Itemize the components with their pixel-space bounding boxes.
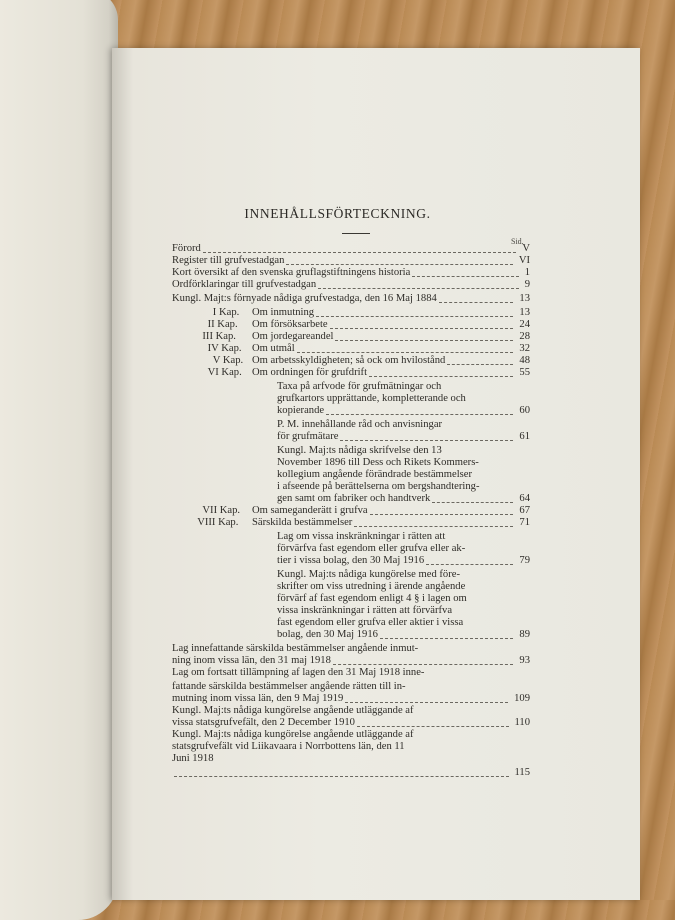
toc-entry <box>182 516 530 529</box>
entry-title: Juni 1918 <box>172 753 214 764</box>
chapter-number: VIII Kap. <box>197 517 239 528</box>
leader-dots <box>432 501 513 503</box>
toc-entry <box>277 628 530 641</box>
page-title: INNEHÅLLSFÖRTECKNING. <box>244 206 431 221</box>
entry-title: November 1896 till Dess och Rikets Kommers- <box>277 457 479 468</box>
page-number: 89 <box>519 629 530 640</box>
chapter-number: III Kap. <box>202 331 236 342</box>
entry-title: Kungl. Maj:ts nådiga kungörelse angående utläggande af <box>172 729 414 740</box>
chapter-number: V Kap. <box>212 355 244 366</box>
entry-title: Lag om fortsatt tillämpning af lagen den 31 Maj 1918 inne- <box>172 667 425 678</box>
entry-title: Ordförklaringar till grufvestadgan <box>172 279 317 290</box>
page-number: 13 <box>519 307 530 318</box>
leader-dots <box>335 339 513 341</box>
leader-dots <box>439 301 514 303</box>
toc-entry <box>277 404 530 417</box>
page-number: 110 <box>514 717 530 728</box>
leader-dots <box>370 513 514 515</box>
entry-title: Om arbetsskyldigheten; så ock om hvilostånd <box>252 355 446 366</box>
leader-dots <box>345 701 508 703</box>
entry-title: Taxa på arfvode för grufmätningar och <box>277 381 442 392</box>
page-number: 109 <box>514 693 530 704</box>
leader-dots <box>326 413 513 415</box>
entry-title: tier i vissa bolag, den 30 Maj 1916 <box>277 555 425 566</box>
entry-title: Register till grufvestadgan <box>172 255 285 266</box>
leader-dots <box>426 563 513 565</box>
entry-title: i afseende på berättelserna om bergshandtering- <box>277 481 480 492</box>
leader-dots <box>447 363 513 365</box>
entry-title: kollegium angående förändrade bestämmelser <box>277 469 473 480</box>
entry-title: bolag, den 30 Maj 1916 <box>277 629 378 640</box>
toc-entry <box>182 366 530 379</box>
entry-title: Om sameganderätt i grufva <box>252 505 368 516</box>
page-number: 24 <box>519 319 530 330</box>
toc-entry <box>277 430 530 443</box>
page-number: 28 <box>519 331 530 342</box>
entry-title: Lag innefattande särskilda bestämmelser angående inmut- <box>172 643 419 654</box>
leader-dots <box>369 375 513 377</box>
entry-title: fattande särskilda bestämmelser angående rätten till in- <box>172 681 406 692</box>
entry-title: Kungl. Maj:ts nådiga kungörelse med före- <box>277 569 460 580</box>
toc-entry <box>172 766 530 779</box>
entry-title: ning inom vissa län, den 31 maj 1918 <box>172 655 331 666</box>
page-number: 64 <box>519 493 530 504</box>
toc-entry <box>172 666 530 679</box>
entry-title: förvärf af fast egendom enligt 4 § i lagen om <box>277 593 467 604</box>
toc-entry <box>172 292 530 305</box>
chapter-number: VII Kap. <box>202 505 241 516</box>
chapter-number: II Kap. <box>207 319 238 330</box>
entry-title: Om ordningen för grufdrift <box>252 367 368 378</box>
entry-title: vissa inskränkningar i rätten att förvärfva <box>277 605 453 616</box>
toc-entry <box>172 752 530 765</box>
leader-dots <box>412 275 518 277</box>
page-column-header: Sid. <box>511 237 524 246</box>
page-number: VI <box>518 255 530 266</box>
toc-entry <box>277 554 530 567</box>
leader-dots <box>330 327 514 329</box>
entry-title: Om inmutning <box>252 307 315 318</box>
page-number: 67 <box>519 505 530 516</box>
entry-title: för grufmätare <box>277 431 339 442</box>
page-number: 93 <box>519 655 530 666</box>
leader-dots <box>203 251 517 253</box>
entry-title: statsgrufvefält vid Liikavaara i Norrbottens län, den 11 <box>172 741 405 752</box>
entry-title: mutning inom vissa län, den 9 Maj 1919 <box>172 693 344 704</box>
page-number: 55 <box>519 367 530 378</box>
entry-title: Om jordegareandel <box>252 331 334 342</box>
entry-title: gen samt om fabriker och handtverk <box>277 493 431 504</box>
leader-dots <box>354 525 513 527</box>
entry-title: Lag om vissa inskränkningar i rätten att <box>277 531 446 542</box>
page-number: 48 <box>519 355 530 366</box>
entry-title: Särskilda bestämmelser <box>252 517 353 528</box>
entry-title: Kungl. Majt:s förnyade nådiga grufvestadga, den 16 Maj 1884 <box>172 293 437 304</box>
page-number: 13 <box>519 293 530 304</box>
page-number: 71 <box>519 517 530 528</box>
entry-title: kopierande <box>277 405 325 416</box>
leader-dots <box>357 725 509 727</box>
leader-dots <box>333 663 514 665</box>
page-number: 115 <box>514 767 530 778</box>
leader-dots <box>297 351 514 353</box>
entry-title: Förord <box>172 243 201 254</box>
entry-title: Kungl. Maj:ts nådiga skrifvelse den 13 <box>277 445 442 456</box>
entry-title: fast egendom eller grufva eller aktier i vissa <box>277 617 464 628</box>
page-number: V <box>522 243 530 254</box>
entry-title: grufkartors upprättande, kompletterande och <box>277 393 466 404</box>
entry-title: P. M. innehållande råd och anvisningar <box>277 419 443 430</box>
entry-title: förvärfva fast egendom eller grufva eller ak- <box>277 543 466 554</box>
leader-dots <box>316 315 513 317</box>
page-number: 61 <box>519 431 530 442</box>
page-number: 32 <box>519 343 530 354</box>
leader-dots <box>174 775 509 777</box>
chapter-number: I Kap. <box>212 307 240 318</box>
chapter-number: VI Kap. <box>207 367 242 378</box>
entry-title: Kungl. Maj:ts nådiga kungörelse angående utläggande af <box>172 705 414 716</box>
leader-dots <box>318 287 519 289</box>
toc-entry <box>172 278 530 291</box>
entry-title: skrifter om viss utredning i ärende angående <box>277 581 466 592</box>
entry-title: Kort översikt af den svenska gruflagstiftningens historia <box>172 267 411 278</box>
chapter-number: IV Kap. <box>207 343 242 354</box>
leader-dots <box>380 637 513 639</box>
leader-dots <box>340 439 513 441</box>
entry-title: Om försöksarbete <box>252 319 328 330</box>
page-number: 9 <box>524 279 530 290</box>
entry-title: Om utmål <box>252 343 295 354</box>
leader-dots <box>286 263 512 265</box>
page-number: 1 <box>524 267 530 278</box>
page-number: 79 <box>519 555 530 566</box>
page-number: 60 <box>519 405 530 416</box>
entry-title: vissa statsgrufvefält, den 2 December 1910 <box>172 717 355 728</box>
